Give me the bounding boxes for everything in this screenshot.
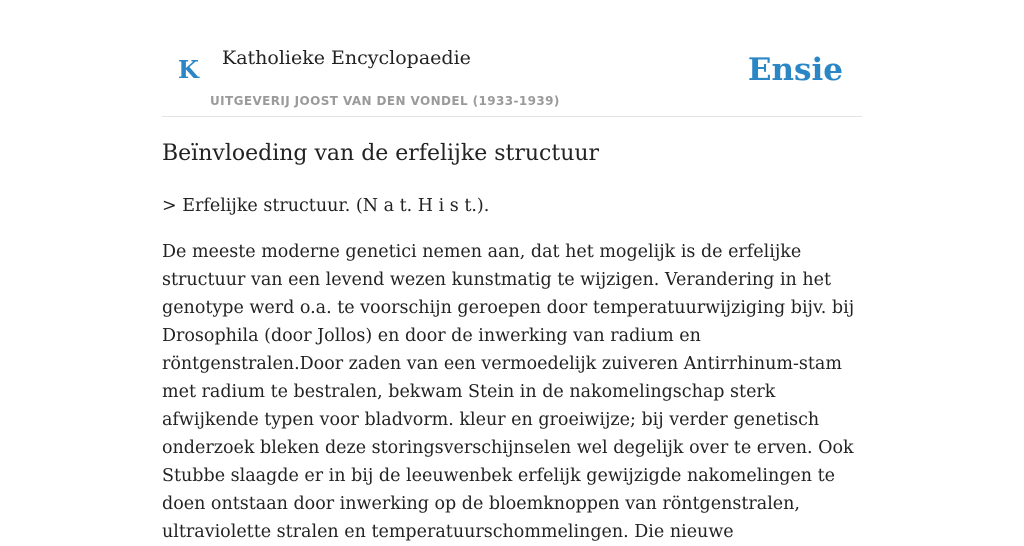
- publication-title[interactable]: Katholieke Encyclopaedie: [222, 47, 471, 69]
- publisher-subtitle: UITGEVERIJ JOOST VAN DEN VONDEL (1933-1939): [210, 94, 560, 108]
- ensie-brand-logo[interactable]: Ensie: [747, 52, 843, 88]
- article-body: De meeste moderne genetici nemen aan, dat het mogelijk is de erfelijke structuur van een levend wezen kunstmatig te wijzigen. Verandering in het genotype werd o.a. te voorschijn geroepen door temperatuurwijziging bijv. bij Drosophila (door Jollos) en door de inwerking van radium en röntgenstralen.Door zaden van een vermoedelijk zuiveren Antirrhinum-stam met radium te bestralen, bekwam Stein in de nakomelingschap sterk afwijkende typen voor bladvorm. kleur en groeiwijze; bij verder genetisch onderzoek bleken deze storingsverschijnselen wel degelijk over te erven. Ook Stubbe slaagde er in bij de leeuwenbek erfelijk gewijzigde nakomelingen te doen ontstaan door inwerking op de bloemknoppen van röntgenstralen, ultraviolette stralen en temperatuurschommelingen. Die nieuwe: [162, 242, 855, 542]
- article-content: [162, 136, 862, 546]
- encyclopedia-logo-icon[interactable]: K: [178, 55, 199, 84]
- article-title: Beïnvloeding van de erfelijke structuur: [162, 141, 600, 166]
- see-also-reference: > Erfelijke structuur. (N a t. H i s t.).: [162, 196, 490, 216]
- site-header: [162, 0, 862, 117]
